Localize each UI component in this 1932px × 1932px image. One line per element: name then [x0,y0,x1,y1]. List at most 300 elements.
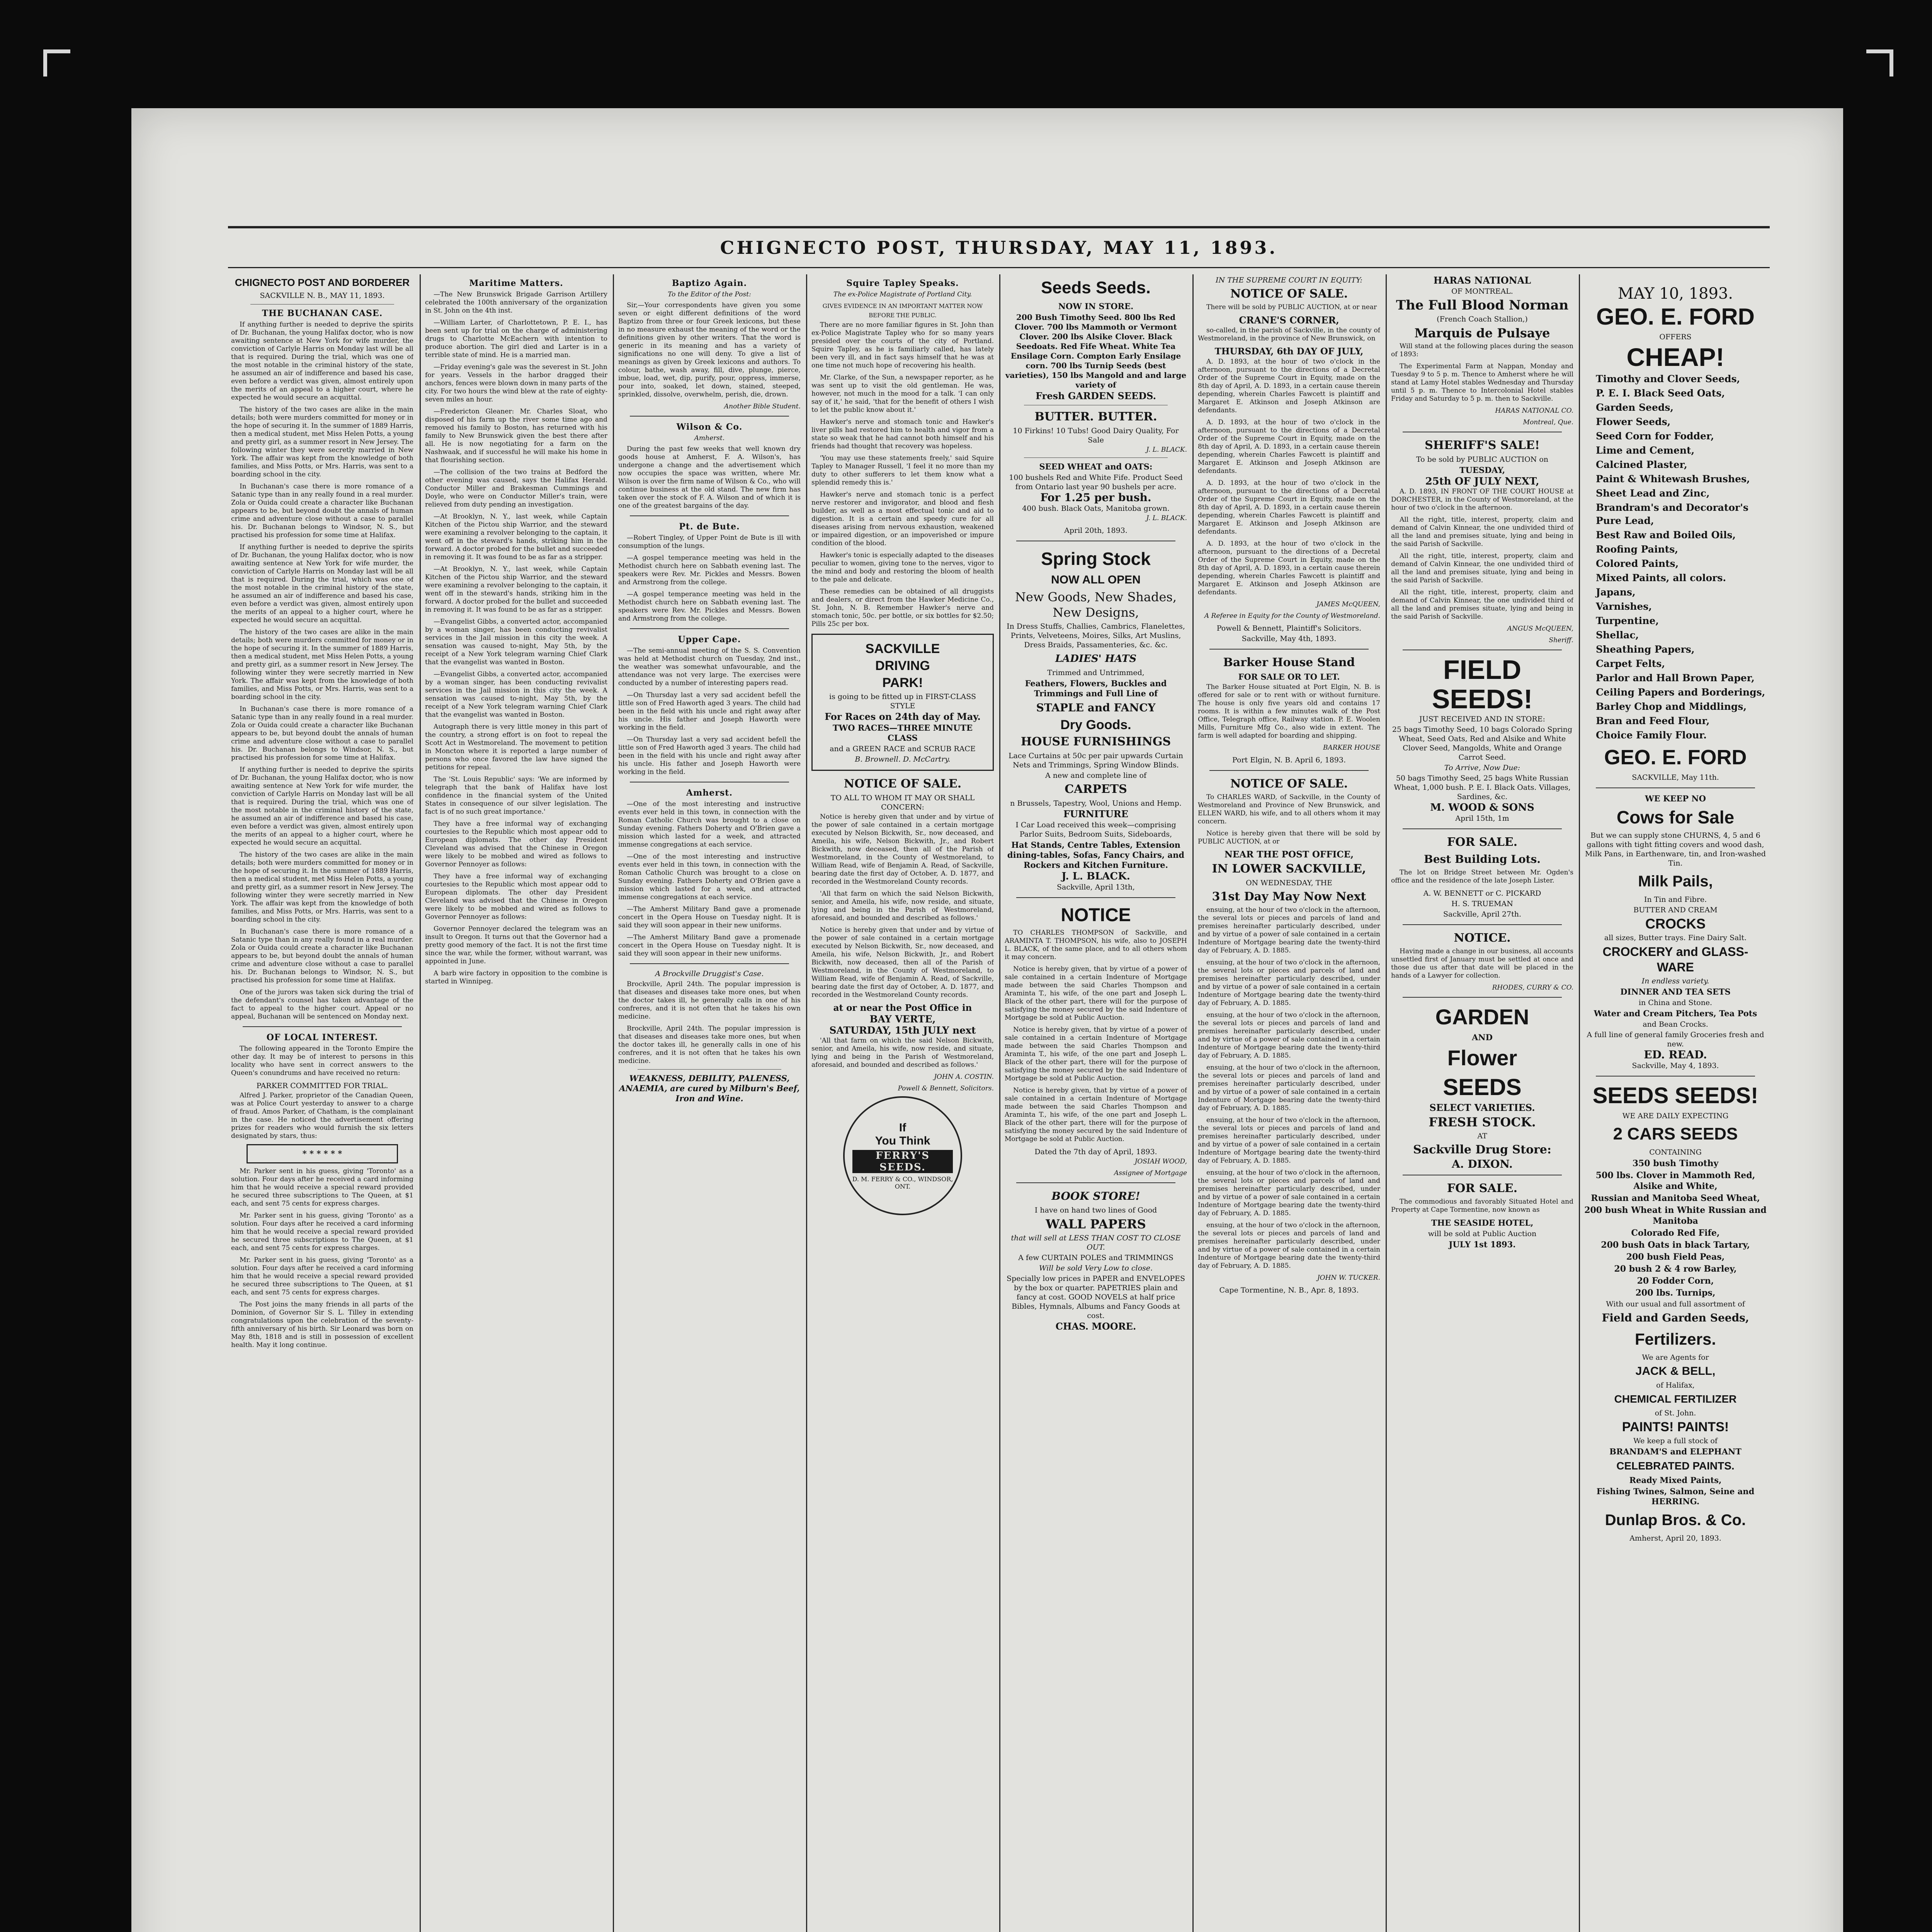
ad-signature: J. L. BLACK. [1146,446,1187,454]
ad-date: Sackville, April 13th, [1056,883,1135,891]
ad-signature: Dunlap Bros. & Co. [1605,1512,1746,1529]
list-item: Roofing Paints, [1596,544,1678,555]
notice-date: Cape Tormentine, N. B., Apr. 8, 1893. [1219,1286,1359,1294]
article-paragraph: The history of the two cases are alike in the main details; both were murders committed for money or in the hope of securing it. In the summer of 1889 Harris, then a medical student, met Miss Helen Potts, a young and pretty girl, as a summer resort in New Jersey. The following winter they were secretly married in New York. The affair was kept from the knowledge of both families, and Miss Potts, or Mrs. Harris, was sent to a boarding school in the city. [231,851,413,923]
ad-line: Fresh GARDEN SEEDS. [1036,390,1156,401]
notice-paragraph: All the right, title, interest, property, claim and demand of Calvin Kinnear, the one undivided third of all the land and premises situate, lying and being in the said Parish of Sackville. [1391,588,1573,621]
list-item: Barley Chop and Middlings, [1596,701,1747,712]
ad-signature: J. L. BLACK. [1146,514,1187,522]
column-rule [1192,274,1194,1932]
notice-paragraph: Notice is hereby given, that by virtue of a power of sale contained in a certain Indenture of Mortgage made between the said Charles Thompson and Araminta T., his wife, of the one part and Joseph L. Black of the other part, there will for the purpose of satisfying the money secured by the said Indenture of Mortgage be sold at Public Auction. [1005,1087,1187,1143]
article-paragraph: —At Brooklyn, N. Y., last week, while Captain Kitchen of the Pictou ship Warrior, and the steward were examining a revolver belonging to the captain, it went off in the steward's hands, striking him in the forward. A doctor probed for the bullet and succeeded in removing it. It was found to be as far as a stripper. [425,565,607,614]
ad-line: Fishing Twines, Salmon, Seine and HERRING. [1596,1486,1755,1506]
ad-signature: A. DIXON. [1452,1158,1513,1170]
article-paragraph: —William Larter, of Charlottetown, P. E. I., has been sent up for trial on the charge of administering drugs to Charlotte McEachern with intention to produce abortion. The girl died and Larter is in a terrible state of mind. He is a married man. [425,319,607,359]
notice-paragraph: A. D. 1893, at the hour of two o'clock in the afternoon, pursuant to the directions of a Decretal Order of the Supreme Court in Equity, made on the 8th day of April, A. D. 1893, in a certain cause therein depending, wherein Charles Fawcett is plaintiff and Margaret E. Atkinson and Joseph Atkinson are defendants. [1198,358,1380,414]
ad-line: New Goods, New Shades, New Designs, [1015,590,1177,620]
article-title: Squire Tapley Speaks. [846,278,959,288]
article-paragraph: The 'St. Louis Republic' says: 'We are informed by telegraph that the bank of Halifax have lost confidence in the financial system of the United States in consequence of our silver legislation. The fact is of no such great importance.' [425,776,607,816]
article-paragraph: —On Thursday last a very sad accident befell the little son of Fred Haworth aged 3 years. The child had been in the field with his uncle and right away after his uncle. His father and Joseph Haworth were working in the field. [618,691,801,731]
article-place: Amherst. [694,434,725,442]
masthead: CHIGNECTO POST, THURSDAY, MAY 11, 1893. [228,226,1770,268]
ad-line: Feathers, Flowers, Buckles and Trimmings and Full Line of [1025,679,1167,698]
article-title: THE BUCHANAN CASE. [262,308,383,318]
article-paragraph: Mr. Parker sent in his guess, giving 'Toronto' as a solution. Four days after he received a card informing him that he would receive a special reward provided he secured three subscriptions to The Queen, at $1 each, and sent 75 cents for express charges. [231,1212,413,1252]
ad-line: We are Agents for [1642,1353,1709,1362]
notice-paragraph: 'All that farm on which the said Nelson Bickwith, senior, and Ameila, his wife, now reside, and situate, lying and being in the Parish of Westmoreland, aforesaid, and bounded and described as follows.' [811,890,994,922]
ad-title: Milk Pails, [1638,873,1713,890]
ad-line: Trimmed and Untrimmed, [1047,668,1145,677]
ad-signature: M. WOOD & SONS [1430,802,1534,813]
notice-to: TO ALL TO WHOM IT MAY OR SHALL CONCERN: [830,794,975,811]
list-item: 20 bush 2 & 4 row Barley, [1614,1264,1737,1274]
ad-line: 25 bags Timothy Seed, 10 bags Colorado Spring Wheat, Seed Oats, Red and Alsike and White Clover Seed, Mangolds, White and Orange Carrot Seed. [1392,725,1573,762]
article-subhead: PARKER COMMITTED FOR TRIAL. [256,1082,388,1090]
ad-line: I Car Load received this week—comprising Parlor Suits, Bedroom Suits, Sideboards, [1015,821,1176,838]
notice-date: 31st Day May Now Next [1212,890,1366,903]
ad-line: JUST RECEIVED AND IN STORE: [1419,715,1545,723]
ad-title: SEEDS! [1432,684,1533,714]
ad-line: BUTTER AND CREAM [1633,906,1718,914]
ad-line: 400 bush. Black Oats, Manitoba grown. [1022,504,1170,513]
list-item: Varnishes, [1596,601,1652,612]
ad-line: WE KEEP NO [1645,794,1706,803]
ad-title: Dry Goods. [1060,718,1131,732]
article-title: OF LOCAL INTEREST. [266,1032,378,1043]
ad-date: April 15th, 1m [1455,814,1509,823]
article-paragraph: The history of the two cases are alike in the main details; both were murders committed for money or in the hope of securing it. In the summer of 1889 Harris, then a medical student, met Miss Helen Potts, a young and pretty girl, as a summer resort in New Jersey. The following winter they were secretly married in New York. The affair was kept from the knowledge of both families, and Miss Potts, or Mrs. Harris, was sent to a boarding school in the city. [231,628,413,701]
list-item: Calcined Plaster, [1596,459,1687,470]
article-subhead: The ex-Police Magistrate of Portland City. [833,291,972,298]
notice-court: IN THE SUPREME COURT IN EQUITY: [1216,276,1362,284]
ad-line: CONTAINING [1649,1148,1702,1156]
article-paragraph: The Post joins the many friends in all parts of the Dominion, of Governor Sir S. L. Tilley in extending congratulations upon the celebration of the seventy-fifth anniversary of his birth. Sir Leonard was born on May 8th, 1818 and is still in possession of excellent health. May it long continue. [231,1301,413,1349]
ad-line: If [899,1121,906,1134]
article-title: Upper Cape. [678,634,741,645]
column-3 [618,274,801,1932]
ad-title: SEEDS SEEDS! [1592,1083,1759,1108]
article-paragraph: In Buchanan's case there is more romance of a Satanic type than in any really found in a real murder. Zola or Ouida could create a character like Buchanan appears to be, but beyond doubt the annals of human crime and adventure close without a case to parallel his. Dr. Buchanan belongs to Windsor, N. S., but practised his profession for some time at Halifax. [231,928,413,984]
list-item: Timothy and Clover Seeds, [1596,373,1740,384]
dateline: SACKVILLE N. B., MAY 11, 1893. [260,291,385,300]
article-paragraph: —The collision of the two trains at Bedford the other evening was caused, says the Halifax Herald. Conductor Miller and Brakesman Cummings and Doyle, who were on Conductor Miller's train, were relieved from duty pending an investigation. [425,468,607,509]
notice-paragraph: TO CHARLES THOMPSON of Sackville, and ARAMINTA T. THOMPSON, his wife, also to JOSEPH L. BLACK, of the same place, and to all others whom it may concern. [1005,929,1187,961]
ad-line: SELECT VARIETIES. [1429,1102,1535,1113]
ad-line: and Bean Crocks. [1643,1020,1708,1029]
article-signature: Another Bible Student. [724,403,801,410]
ad-title: HARAS NATIONAL [1433,275,1531,286]
ad-line: in China and Stone. [1638,998,1713,1007]
list-item: Colored Paints, [1596,558,1679,569]
notice-paragraph: Notice is hereby given that under and by virtue of the power of sale contained in a certain mortgage executed by Nelson Bickwith, Sr., now deceased, and Ameila, his wife, Nelson Bickwith, Jr., and Robert Bickwith, now deceased, then all of the Parish of Westmoreland, in the County of Westmoreland, to William Read, wife of Benjamin A. Read, of Sackville, bearing date the first day of October, A. D. 1877, and recorded in the Westmoreland County records. [811,926,994,999]
column-rule [1386,274,1387,1932]
article-paragraph: 'You may use these statements freely,' said Squire Tapley to Manager Russell, 'I feel it no more than my duty to other sufferers to let them know what a splendid remedy this is.' [811,454,994,486]
article-paragraph: Sir,—Your correspondents have given you some seven or eight different definitions of the word Baptizo from three or four Greek lexicons, but these in no measure exhaust the meaning of the word or the definitions given by other writers. That the word is generic in its meaning and has a variety of significations no one will deny. To give a list of meanings as given by Greek lexicons and authors. To colour, bathe, wash away, fill, dive, plunge, pierce, imbue, load, wet, dip, purify, pour, oppress, immerse, pour into, soaked, let down, stained, steeped, sprinkled, dissolve, overwhelm, perish, die, drown. [618,301,801,398]
article-salutation: To the Editor of the Post: [668,291,751,298]
ad-line: AT [1477,1132,1487,1140]
column-5 [1005,274,1187,1932]
notice-place: CRANE'S CORNER, [1239,315,1339,326]
notice-signature: JOSIAH WOOD, [1134,1158,1187,1165]
notice-paragraph: All the right, title, interest, property, claim and demand of Calvin Kinnear, the one undivided third of all the land and premises situate, lying and being in the said Parish of Sackville. [1391,552,1573,584]
column-rule [999,274,1000,1932]
notice-title: NOTICE OF SALE. [844,777,962,791]
ad-line: Will be sold Very Low to close. [1039,1264,1153,1272]
ad-title: PARK! [882,675,923,690]
ad-signature: GEO. E. FORD [1604,746,1747,769]
notice-paragraph: ensuing, at the hour of two o'clock in the afternoon, the several lots or pieces and parcels of land and premises hereinafter particularly described, under and by virtue of a power of sale contained in a certain Indenture of Mortgage bearing date the twenty-third day of February, A. D. 1885. [1198,1064,1380,1112]
list-item: Mixed Paints, all colors. [1596,572,1726,583]
notice-date: Dated the 7th day of April, 1893. [1034,1148,1157,1156]
ad-signature: BARKER HOUSE [1323,744,1380,752]
ad-line: 10 Firkins! 10 Tubs! Good Dairy Quality, For Sale [1013,427,1179,444]
notice-title: SHERIFF'S SALE! [1425,439,1540,452]
paper-name: CHIGNECTO POST AND BORDERER [235,277,410,288]
ferry-seeds-ad [843,1096,962,1215]
ad-line: NOW IN STORE. [1058,301,1134,311]
ad-title: Barker House Stand [1223,656,1355,669]
ad-line: (French Coach Stallion,) [1437,315,1528,323]
ad-line: We keep a full stock of [1633,1437,1718,1445]
ad-date: SACKVILLE, May 11th. [1632,773,1719,782]
column-rule [806,274,807,1932]
ad-line: WE ARE DAILY EXPECTING [1622,1112,1729,1120]
ad-line: For 1.25 per bush. [1040,491,1151,504]
list-item: 20 Fodder Corn, [1637,1276,1714,1286]
notice-date: Sackville, May 4th, 1893. [1242,634,1337,643]
notice-paragraph: To CHARLES WARD, of Sackville, in the County of Westmoreland and Province of New Brunswick, and ELLEN WARD, his wife, and to all others whom it may concern. [1198,793,1380,825]
list-item: 200 lbs. Turnips, [1635,1288,1716,1298]
notice-paragraph: A. D. 1893, IN FRONT OF THE COURT HOUSE at DORCHESTER, in the County of Westmoreland, at the hour of two o'clock in the afternoon. [1391,488,1573,512]
notice-signature: Sheriff. [1549,636,1573,644]
ad-title: CROCKERY and GLASS-WARE [1602,945,1748,974]
article-paragraph: A barb wire factory in opposition to the combine is started in Winnipeg. [425,969,607,985]
notice-paragraph: Notice is hereby given that under and by virtue of the power of sale contained in a certain mortgage executed by Nelson Bickwith, Sr., now deceased, and Ameila, his wife, Nelson Bickwith, Jr., and Robert Bickwith, now deceased, then all of the Parish of Westmoreland, in the County of Westmoreland, to William Read, wife of Benjamin A. Read, of Sackville, bearing date the first day of October, A. D. 1877, and recorded in the Westmoreland County records. [811,813,994,886]
list-item: Russian and Manitoba Seed Wheat, [1591,1193,1760,1203]
article-paragraph: —At Brooklyn, N. Y., last week, while Captain Kitchen of the Pictou ship Warrior, and the steward were examining a revolver belonging to the captain, it went off in the steward's hands, striking him in the forward. A doctor probed for the bullet and succeeded in removing it. It was found to be as far as a stripper. [425,513,607,561]
notice-signature: JOHN A. COSTIN. [934,1073,994,1081]
ad-date: JULY 1st 1893. [1449,1240,1516,1249]
ad-line: A few CURTAIN POLES and TRIMMINGS [1018,1253,1173,1262]
list-item: 500 lbs. Clover in Mammoth Red, Alsike and White, [1595,1170,1755,1191]
list-item: Garden Seeds, [1596,402,1674,413]
ad-title: CROCKS [1645,916,1706,932]
ad-line: 200 Bush Timothy Seed. 800 lbs Red Clover. 700 lbs Mammoth or Vermont Clover. 200 lbs Alsike Clover. Black Seedoats. Red Fife Wheat. White Tea Ensilage Corn. Compton Early Ensilage corn. 700 lbs Turnip Seeds (best varieties), 150 lbs Mangold and and large variety of [1005,313,1187,389]
ad-title: Fertilizers. [1634,1330,1716,1348]
article-subhead: GIVES EVIDENCE IN AN IMPORTANT MATTER NOW BEFORE THE PUBLIC. [822,303,983,319]
notice-solicitor: Powell & Bennett, Plaintiff's Solicitors. [1216,624,1362,633]
article-title: A Brockville Druggist's Case. [655,969,764,978]
ad-title: JACK & BELL, [1635,1365,1716,1378]
notice-place: at or near the Post Office in [833,1003,972,1013]
list-item: Turpentine, [1596,615,1659,626]
column-8 [1584,274,1767,1932]
column-1 [231,274,413,1932]
ad-line: You Think [875,1134,930,1147]
article-paragraph: They have a free informal way of exchanging courtesies to the Republic which most appear odd to European diplomats. The other day President Cleveland was advised that the Chinese in Oregon were likely to be mobbed and wired as follows to Governor Pennoyer as follows: [425,872,607,921]
ad-line: To Arrive, Now Due: [1444,764,1520,772]
notice-signature: JAMES McQUEEN, [1316,600,1380,608]
ad-title: PAINTS! PAINTS! [1622,1420,1729,1434]
ad-title: Field and Garden Seeds, [1602,1311,1749,1324]
notice-solicitor: Powell & Bennett, Solicitors. [898,1085,994,1092]
notice-title: NOTICE [1061,905,1131,925]
ad-title: FIELD [1443,655,1522,685]
notice-line: TUESDAY, [1459,465,1505,475]
ad-line: In Tin and Fibre. [1644,895,1707,904]
article-paragraph: —Evangelist Gibbs, a converted actor, accompanied by a woman singer, has been conducting revivalist services in the Jail mission in this city the week. A sensation was caused to-night, May 5th, by the receipt of a New York telegram warning Chief Clark that the evangelist was wanted in Boston. [425,670,607,719]
ad-line: D. M. FERRY & CO., WINDSOR, ONT. [852,1175,953,1190]
ad-title: Sackville Drug Store: [1413,1143,1551,1156]
list-item: Parlor and Hall Brown Paper, [1596,672,1755,684]
article-paragraph: These remedies can be obtained of all druggists and dealers, or direct from the Hawker Medicine Co., St. John, N. B. Remember Hawker's nerve and stomach tonic, 50c. per bottle, or six bottles for $2.50; Pills 25c per box. [811,588,994,628]
ad-line: 50 bags Timothy Seed, 25 bags White Russian Wheat, 1,000 bush. P. E. I. Black Oats. Villages, Sardines, &c. [1394,774,1571,801]
ad-paragraph: The Experimental Farm at Nappan, Monday and Tuesday 9 to 5 p. m. Thence to Amherst where he will stand at Lamy Hotel stables Wednesday and Thursday until 5 p. m. Thence to Intercolonial Hotel stables Friday and Saturday to 5 p. m. then to Sackville. [1391,362,1573,403]
ad-line: For Races on 24th day of May. [825,711,981,722]
ad-line: OFFERS [1659,333,1692,341]
ad-line: A full line of general family Groceries fresh and new. [1587,1031,1764,1048]
list-item: Lime and Cement, [1596,445,1695,456]
ad-date: April 20th, 1893. [1064,526,1128,535]
ad-title: 2 CARS SEEDS [1613,1124,1738,1143]
ad-line: TWO RACES—THREE MINUTE CLASS [833,723,973,743]
ad-title: HOUSE FURNISHINGS [1020,735,1171,748]
ad-title: DRIVING [875,658,930,673]
ad-line: OF MONTREAL. [1451,287,1513,296]
notice-date: SATURDAY, 15th JULY next [829,1025,976,1036]
notice-signature: A Referee in Equity for the County of Westmoreland. [1204,612,1380,620]
article-title: Maritime Matters. [469,278,563,288]
ad-line: 100 bushels Red and White Fife. Product Seed from Ontario last year 90 bushels per acre. [1009,473,1183,491]
ad-title: CARPETS [1065,782,1127,796]
ad-title: Spring Stock [1041,549,1151,569]
article-paragraph: If anything further is needed to deprive the spirits of Dr. Buchanan, the young Halifax doctor, who is now awaiting sentence at New York for wife murder, the conviction of Carlyle Harris on Monday last will be all that is required. During the trial, which was one of the most notable in the criminal history of the state, he assumed an air of indifference and based his case, even before a verdict was given, almost entirely upon the merits of an appeal to a higher court, where he expected he would secure an acquittal. [231,766,413,847]
ad-date: Sackville, May 4, 1893. [1632,1061,1719,1070]
ad-line: and a GREEN RACE and SCRUB RACE [830,745,976,753]
list-item: 200 bush Oats in black Tartary, [1601,1240,1750,1250]
ad-title: CHEMICAL FERTILIZER [1614,1393,1737,1405]
list-item: Brandram's and Decorator's Pure Lead, [1596,502,1748,526]
ad-line: of St. John. [1655,1409,1696,1417]
notice-signature: Assignee of Mortgage [1114,1169,1187,1177]
stars-box [247,1144,398,1163]
ad-line: I have on hand two lines of Good [1034,1206,1157,1214]
notice-place: BAY VERTE, [869,1014,936,1025]
list-item: Carpet Felts, [1596,658,1665,669]
notice-paragraph: Notice is hereby given, that by virtue of a power of sale contained in a certain Indenture of Mortgage made between the said Charles Thompson and Araminta T., his wife, of the one part and Joseph L. Black of the other part, there will for the purpose of satisfying the money secured by the said Indenture of Mortgage be sold at Public Auction. [1005,1026,1187,1082]
list-item: Shellac, [1596,629,1639,641]
notice-place: IN LOWER SACKVILLE, [1212,862,1366,876]
article-paragraph: Hawker's tonic is especially adapted to the diseases peculiar to women, giving tone to the nerves, vigor to the mind and body and restoring the bloom of health to the pale and delicate. [811,551,994,583]
list-item: 350 bush Timothy [1632,1158,1719,1168]
ad-date: Amherst, April 20, 1893. [1629,1534,1721,1543]
ad-title: STAPLE and FANCY [1036,701,1156,714]
ad-line: Lace Curtains at 50c per pair upwards Curtain Nets and Trimmings, Spring Window Blinds. [1008,752,1184,769]
article-title: Amherst. [686,788,733,798]
article-paragraph: —One of the most interesting and instructive events ever held in this town, in connection with the Roman Catholic Church was brought to a close on Sunday evening. Fathers Doherty and O'Brien gave a mission which lasted for a week, and attracted immense congregations at each service. [618,853,801,901]
ad-signature: B. Brownell. D. McCartry. [855,755,951,764]
ad-date: Port Elgin, N. B. April 6, 1893. [1232,756,1346,764]
stars: * * * * * * [302,1149,342,1158]
notice-paragraph: ensuing, at the hour of two o'clock in the afternoon, the several lots or pieces and parcels of land and premises hereinafter particularly described, under and by virtue of a power of sale contained in a certain Indenture of Mortgage bearing date the twenty-third day of February, A. D. 1885. [1198,959,1380,1007]
ad-line: Hat Stands, Centre Tables, Extension dining-tables, Sofas, Fancy Chairs, and Rockers and Kitchen Furniture. [1007,840,1185,870]
ad-date: MAY 10, 1893. [1617,285,1733,303]
article-paragraph: If anything further is needed to deprive the spirits of Dr. Buchanan, the young Halifax doctor, who is now awaiting sentence at New York for wife murder, the conviction of Carlyle Harris on Monday last will be all that is required. During the trial, which was one of the most notable in the criminal history of the state, he assumed an air of indifference and based his case, even before a verdict was given, almost entirely upon the merits of an appeal to a higher court, where he expected he would secure an acquittal. [231,321,413,401]
notice-title: NOTICE OF SALE. [1230,287,1348,301]
ad-line: FOR SALE OR TO LET. [1238,672,1340,682]
notice-title: NOTICE OF SALE. [1230,777,1348,791]
article-paragraph: —The Amherst Military Band gave a promenade concert in the Opera House on Tuesday night. It is said they will soon appear in their new uniforms. [618,934,801,957]
article-paragraph: One of the jurors was taken sick during the trial of the defendant's counsel has taken advantage of the fact to appeal to the higher court. Appeal or no appeal, Buchanan will be sentenced on Monday next. [231,988,413,1020]
list-item: Choice Family Flour. [1596,730,1707,741]
ad-signature: A. W. BENNETT or C. PICKARD [1423,889,1541,898]
ad-title: CELEBRATED PAINTS. [1616,1460,1735,1472]
notice-paragraph: Notice is hereby given that there will be sold by PUBLIC AUCTION, at or [1198,830,1380,845]
ad-signature: HARAS NATIONAL CO. [1495,407,1573,415]
column-7 [1391,274,1573,1932]
ad-title: WALL PAPERS [1046,1217,1146,1231]
notice-paragraph: There will be sold by PUBLIC AUCTION, at or near [1206,303,1377,311]
article-paragraph: In Buchanan's case there is more romance of a Satanic type than in any really found in a real murder. Zola or Ouida could create a character like Buchanan appears to be, but beyond doubt the annals of human crime and adventure close without a case to parallel his. Dr. Buchanan belongs to Windsor, N. S., but practised his profession for some time at Halifax. [231,483,413,539]
ad-date: Sackville, April 27th. [1443,910,1522,918]
notice-paragraph: so-called, in the parish of Sackville, in the county of Westmoreland, in the province of New Brunswick, on [1198,327,1380,342]
ad-title: GARDEN [1435,1005,1529,1029]
article-paragraph: There are no more familiar figures in St. John than ex-Police Magistrate Tapley who for so many years presided over the courts of the city of Portland. Squire Tapley, as he is familiarly called, has lately been very ill, and in fact says himself that he was at one time not much hope of recovering his health. [811,321,994,369]
article-paragraph: During the past few weeks that well known dry goods house at Amherst, F. A. Wilson's, has undergone a change and the advertisement which now occupies the space was written, where Mr. Wilson is over the firm name of Wilson & Co., who will continue business at the old stand. The new firm has taken over the stock of F. A. Wilson and of which it is one of the greatest bargains of the day. [618,445,801,510]
notice-signature: JOHN W. TUCKER. [1317,1274,1380,1282]
article-paragraph: Mr. Clarke, of the Sun, a newspaper reporter, as he was sent up to visit the old gentleman. He was, however, not much in the mood for a talk. 'I can only say of it,' he said, 'that for the benefit of others I wish to let the public know about it.' [811,374,994,414]
ad-line: BRANDAM'S and ELEPHANT [1609,1447,1742,1456]
article-paragraph: Autograph there is very little money in this part of the country, a strong effort is on foot to repeal the Scott Act in Westmoreland. The movement to petition in Moncton where it is reported a large number of persons who once favored the law have signed the petitions for repeal. [425,723,607,771]
ad-title: LADIES' HATS [1055,653,1137,665]
ad-title: Cows for Sale [1616,807,1735,827]
article-paragraph: Mr. Parker sent in his guess, giving 'Toronto' as a solution. Four days after he received a card informing him that he would receive a special reward provided he secured three subscriptions to The Queen, at $1 each, and sent 75 cents for express charges. [231,1256,413,1296]
ad-paragraph: The lot on Bridge Street between Mr. Ogden's office and the residence of the late Joseph Lister. [1391,869,1573,884]
ad-signature: H. S. TRUEMAN [1451,900,1513,908]
ad-signature: ED. READ. [1644,1048,1707,1061]
ad-line: In Dress Stuffs, Challies, Cambrics, Flanelettes, Prints, Velveteens, Moires, Silks, Art Muslins, Dress Braids, Passamenteries, &c. &c. [1007,622,1185,649]
ad-title: FOR SALE. [1447,835,1518,849]
article-paragraph: Brockville, April 24th. The popular impression is that diseases and diseases take more ones, but when the doctor takes ill, he generally calls in one of his confreres, and it is not often that he takes his own medicine. [618,980,801,1020]
ad-signature: Montreal, Que. [1523,418,1573,426]
crop-mark-top-right [1866,49,1893,77]
column-rule [613,274,614,1932]
list-item: Bran and Feed Flour, [1596,715,1710,726]
article-paragraph: —One of the most interesting and instructive events ever held in this town, in connection with the Roman Catholic Church was brought to a close on Sunday evening. Fathers Doherty and O'Brien gave a mission which lasted for a week, and attracted immense congregations at each service. [618,800,801,849]
ad-title: FURNITURE [1063,808,1129,820]
article-paragraph: —The New Brunswick Brigade Garrison Artillery celebrated the 100th anniversary of the organization in St. John on the 4th inst. [425,291,607,315]
ad-brand: FERRY'S SEEDS. [852,1150,953,1173]
ad-title: BOOK STORE! [1051,1190,1140,1202]
ad-line: Water and Cream Pitchers, Tea Pots [1594,1009,1757,1018]
driving-park-ad [811,634,994,771]
ad-line: of Halifax, [1656,1381,1695,1389]
ad-title: SEED WHEAT and OATS: [1039,462,1153,471]
ad-title: Marquis de Pulsaye [1414,326,1550,340]
ad-line: AND [1472,1032,1493,1042]
ad-title: SEEDS [1443,1074,1522,1100]
seeds-item-list [1584,1158,1767,1298]
list-item: Sheet Lead and Zinc, [1596,488,1710,499]
ad-title: Seeds Seeds. [1041,278,1151,297]
ad-title: The Full Blood Norman [1396,298,1569,313]
ad-line: With our usual and full assortment of [1606,1300,1745,1308]
notice-title: NOTICE. [1454,931,1511,945]
article-title: Wilson & Co. [676,422,743,432]
ad-line: DINNER AND TEA SETS [1620,987,1731,997]
notice-date: 25th OF JULY NEXT, [1425,476,1539,487]
list-item: Sheathing Papers, [1596,644,1695,655]
notice-paragraph: 'All that farm on which the said Nelson Bickwith, senior, and Ameila, his wife, now reside, and situate, lying and being in the Parish of Westmoreland, aforesaid, and bounded and described as follows.' [811,1037,994,1069]
article-paragraph: They have a free informal way of exchanging courtesies to the Republic which most appear odd to European diplomats. The other day President Cleveland was advised that the Chinese in Oregon were likely to be mobbed and wired as follows to Governor Pennoyer as follows: [425,820,607,868]
crop-mark-top-left [43,49,70,77]
newspaper-page [131,108,1843,1932]
ad-line: But we can supply stone CHURNS, 4, 5 and 6 gallons with tight fitting covers and wood dash, Milk Pans, in Earthenware, tin, and Iron-washed Tin. [1585,831,1766,867]
article-paragraph: In Buchanan's case there is more romance of a Satanic type than in any really found in a real murder. Zola or Ouida could create a character like Buchanan appears to be, but beyond doubt the annals of human crime and adventure close without a case to parallel his. Dr. Buchanan belongs to Windsor, N. S., but practised his profession for some time at Halifax. [231,705,413,762]
notice-paragraph: ensuing, at the hour of two o'clock in the afternoon, the several lots or pieces and parcels of land and premises hereinafter particularly described, under and by virtue of a power of sale contained in a certain Indenture of Mortgage bearing date the twenty-third day of February, A. D. 1885. [1198,1169,1380,1217]
article-paragraph: —The semi-annual meeting of the S. S. Convention was held at Methodist church on Tuesday, 2nd inst., the weather was somewhat unfavourable, and the attendance was not very large. The exercises were conducted by a number of interesting papers read. [618,647,801,687]
notice-signature: ANGUS McQUEEN, [1507,625,1573,633]
ad-paragraph: The Barker House situated at Port Elgin, N. B. is offered for sale or to rent with or without furniture. The house is only five years old and contains 17 rooms. It is within a few minutes walk of the Post Office, Telegraph office, Railway station. P. E. Woolen Mills, Furniture Mfg Co., also wide in extent. The farm is well adapted for boarding and shipping. [1198,683,1380,740]
ad-line: Ready Mixed Paints, [1629,1475,1722,1485]
notice-paragraph: All the right, title, interest, property, claim and demand of Calvin Kinnear, the one undivided third of all the land and premises situate, lying and being in the said Parish of Sackville. [1391,516,1573,548]
ad-title: GEO. E. FORD [1596,304,1755,330]
article-paragraph: Alfred J. Parker, proprietor of the Canadian Queen, was at Police Court yesterday to answer to a charge of fraud. Amos Parker, of Chatham, is the complainant in the case. He noticed the advertisement offering prizes for readers who would furnish the six letters designated by stars, thus: [231,1092,413,1140]
article-paragraph: —Fredericton Gleaner: Mr. Charles Sloat, who disposed of his farm up the river some time ago and removed his family to Boston, has returned with his family to New Brunswick given the best there after all. He is now negotiating for a farm on the Nashwaak, and if successful he will make his home in that flourishing section. [425,408,607,464]
ad-line: that will sell at LESS THAN COST TO CLOSE OUT. [1011,1234,1181,1252]
ad-line: will be sold at Public Auction [1428,1230,1537,1238]
ad-title: FOR SALE. [1447,1182,1518,1195]
column-4 [811,274,994,1932]
notice-paragraph: Notice is hereby given, that by virtue of a power of sale contained in a certain Indenture of Mortgage made between the said Charles Thompson and Araminta T., his wife, of the one part and Joseph L. Black of the other part, there will for the purpose of satisfying the money secured by the said Indenture of Mortgage be sold at Public Auction. [1005,965,1187,1022]
article-paragraph: —Friday evening's gale was the severest in St. John for years. Vessels in the harbor dragged their anchors, fences were blown down in many parts of the city. For two hours the wind blew at the rate of eighty-seven miles an hour. [425,363,607,403]
article-title: Pt. de Bute. [679,522,740,532]
notice-date: THURSDAY, 6th DAY OF JULY, [1214,346,1364,357]
column-rule [1579,274,1580,1932]
article-paragraph: —A gospel temperance meeting was held in the Methodist church here on Sabbath evening last. The speakers were Rev. Mr. Pickles and Messrs. Bowen and Armstrong from the college. [618,590,801,622]
article-paragraph: The following appeared in the Toronto Empire the other day. It may be of interest to persons in this locality who have sent in correct answers to the Queen's conundrums and have received no return: [231,1045,413,1077]
article-paragraph: Mr. Parker sent in his guess, giving 'Toronto' as a solution. Four days after he received a card informing him that he would receive a special reward provided he secured three subscriptions to The Queen, at $1 each, and sent 75 cents for express charges. [231,1167,413,1208]
notice-paragraph: ensuing, at the hour of two o'clock in the afternoon, the several lots or pieces and parcels of land and premises hereinafter particularly described, under and by virtue of a power of sale contained in a certain Indenture of Mortgage bearing date the twenty-third day of February, A. D. 1885. [1198,1011,1380,1060]
article-paragraph: —The Amherst Military Band gave a promenade concert in the Opera House on Tuesday night. It is said they will soon appear in their new uniforms. [618,905,801,929]
article-paragraph: —Evangelist Gibbs, a converted actor, accompanied by a woman singer, has been conducting revivalist services in the Jail mission in this city the week. A sensation was caused to-night, May 5th, by the receipt of a New York telegram warning Chief Clark that the evangelist was wanted in Boston. [425,618,607,666]
article-title: Baptizo Again. [672,278,747,288]
column-6 [1198,274,1380,1932]
article-paragraph: Hawker's nerve and stomach tonic and Hawker's liver pills had restored him to health and vigor from a state so weak that he had cannot both himself and his friends had thought that recovery was hopeless. [811,418,994,450]
list-item: P. E. I. Black Seed Oats, [1596,388,1725,399]
ad-title: SACKVILLE [865,641,940,656]
ad-line: A new and complete line of [1045,771,1146,780]
column-2 [425,274,607,1932]
ad-line: NOW ALL OPEN [1051,573,1141,586]
ad-title: Best Building Lots. [1424,853,1541,866]
article-paragraph: If anything further is needed to deprive the spirits of Dr. Buchanan, the young Halifax doctor, who is now awaiting sentence at New York for wife murder, the conviction of Carlyle Harris on Monday last will be all that is required. During the trial, which was one of the most notable in the criminal history of the state, he assumed an air of indifference and based his case, even before a verdict was given, almost entirely upon the merits of an appeal to a higher court, where he expected he would secure an acquittal. [231,543,413,624]
list-item: Colorado Red Fife, [1631,1228,1720,1238]
notice-paragraph: ensuing, at the hour of two o'clock in the afternoon, the several lots or pieces and parcels of land and premises hereinafter particularly described, under and by virtue of a power of sale contained in a certain Indenture of Mortgage bearing date the twenty-third day of February, A. D. 1885. [1198,1221,1380,1270]
ad-signature: J. L. BLACK. [1061,871,1130,882]
ad-line: is going to be fitted up in FIRST-CLASS STYLE [829,692,976,710]
ad-title: BUTTER. BUTTER. [1034,410,1157,423]
ad-paragraph: The commodious and favorably Situated Hotel and Property at Cape Tormentine, now known as [1391,1198,1573,1214]
notice-paragraph: Having made a change in our business, all accounts unsettled first of January must be settled at once and those due us after that date will be placed in the hands of a Lawyer for collection. [1391,947,1573,980]
list-item: Paint & Whitewash Brushes, [1596,473,1750,485]
list-item: Seed Corn for Fodder, [1596,430,1714,442]
ad-line: all sizes, Butter trays. Fine Dairy Salt. [1604,934,1747,942]
ad-line: THE SEASIDE HOTEL, [1431,1218,1534,1228]
article-paragraph: Hawker's nerve and stomach tonic is a perfect nerve restorer and invigorator, and blood and flesh builder, as well as a most effectual tonic and aid to digestion. It is a certain and speedy cure for all diseases arising from nervous exhaustion, weakened or impaired digestion, or an impoverished or impure condition of the blood. [811,491,994,547]
ad-signature: CHAS. MOORE. [1055,1321,1136,1332]
article-paragraph: —Robert Tingley, of Upper Point de Bute is ill with consumption of the lungs. [618,534,801,550]
